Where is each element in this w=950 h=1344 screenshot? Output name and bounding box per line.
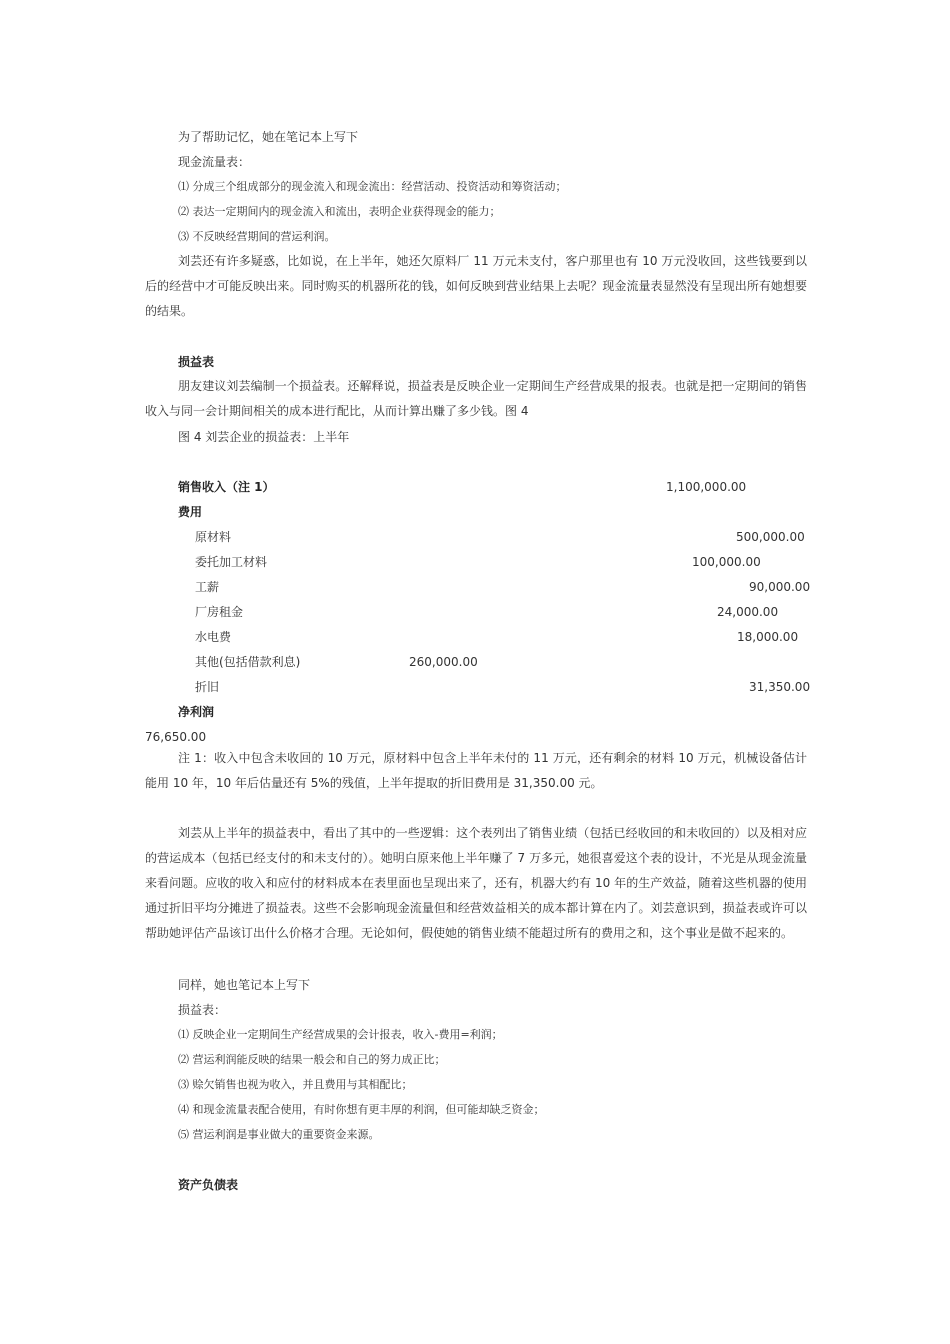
income-note-item-5: ⑸ 营运利润是事业做大的重要资金来源。 bbox=[178, 1128, 380, 1141]
expense-label: 厂房租金 bbox=[195, 605, 244, 619]
expense-label: 原材料 bbox=[195, 530, 232, 544]
revenue-label: 销售收入（注 1） bbox=[178, 480, 275, 494]
net-profit-label: 净利润 bbox=[178, 705, 215, 719]
expense-value: 18,000.00 bbox=[737, 630, 799, 644]
cashflow-note-item-2: ⑵ 表达一定期间内的现金流入和流出，表明企业获得现金的能力； bbox=[178, 205, 501, 218]
note-intro-line: 为了帮助记忆，她在笔记本上写下 bbox=[178, 130, 359, 144]
analysis-paragraph: 刘芸从上半年的损益表中，看出了其中的一些逻辑：这个表列出了销售业绩（包括已经收回的和未收回的）以及相对应的营运成本（包括已经支付的和未支付的）。她明白原来他上半年赚了 7 万多元，她很喜爱这个表的设计，不光是从现金流量来看问题。应收的收入和应付的材料成本在表里面也呈现出来了，还有，机器大约有 10 年的生产效益，随着这些机器的使用通过折旧平均分摊进了损益表。这些不会影响现金流量但和经营效益相关的成本都计算在内了。刘芸意识到，损益表或许可以帮助她评估产品该订出什么价格才合理。无论如何，假使她的销售业绩不能超过所有的费用之和，这个事业是做不起来的。 bbox=[145, 826, 807, 940]
income-note-item-3: ⑶ 赊欠销售也视为收入，并且费用与其相配比； bbox=[178, 1078, 413, 1091]
cashflow-notes-title: 现金流量表： bbox=[178, 155, 251, 169]
net-profit-value: 76,650.00 bbox=[145, 730, 207, 744]
expense-label: 其他(包括借款利息) bbox=[195, 655, 301, 669]
income-statement-intro: 朋友建议刘芸编制一个损益表。还解释说，损益表是反映企业一定期间生产经营成果的报表。也就是把一定期间的销售收入与同一会计期间相关的成本进行配比，从而计算出赚了多少钱。图 4 bbox=[145, 379, 807, 418]
expense-value: 100,000.00 bbox=[692, 555, 761, 569]
income-notes-title: 损益表： bbox=[178, 1003, 227, 1017]
income-note-item-1: ⑴ 反映企业一定期间生产经营成果的会计报表，收入-费用=利润； bbox=[178, 1028, 503, 1041]
note-again-line: 同样，她也笔记本上写下 bbox=[178, 978, 311, 992]
expense-value: 260,000.00 bbox=[409, 655, 478, 669]
balance-sheet-heading: 资产负债表 bbox=[178, 1178, 239, 1192]
expense-value: 500,000.00 bbox=[736, 530, 805, 544]
expense-label: 委托加工材料 bbox=[195, 555, 268, 569]
expense-label: 折旧 bbox=[195, 680, 220, 694]
expense-value: 90,000.00 bbox=[749, 580, 811, 594]
expense-label: 水电费 bbox=[195, 630, 232, 644]
expense-label: 工薪 bbox=[195, 580, 220, 594]
expense-value: 31,350.00 bbox=[749, 680, 811, 694]
doubts-paragraph: 刘芸还有许多疑惑，比如说，在上半年，她还欠原料厂 11 万元未支付，客户那里也有 10 万元没收回，这些钱要到以后的经营中才可能反映出来。同时购买的机器所花的钱，如何反映到营业结果上去呢？现金流量表显然没有呈现出所有她想要的结果。 bbox=[145, 254, 807, 318]
cashflow-note-item-1: ⑴ 分成三个组成部分的现金流入和现金流出：经营活动、投资活动和筹资活动； bbox=[178, 180, 567, 193]
income-note-item-4: ⑷ 和现金流量表配合使用，有时你想有更丰厚的利润，但可能却缺乏资金； bbox=[178, 1103, 545, 1116]
expenses-label: 费用 bbox=[178, 505, 203, 519]
statement-footnote: 注 1：收入中包含未收回的 10 万元，原材料中包含上半年未付的 11 万元，还有剩余的材料 10 万元，机械设备估计能用 10 年，10 年后估量还有 5%的残值，上半年提取的折旧费用是 31,350.00 元。 bbox=[145, 751, 807, 790]
income-statement-heading: 损益表 bbox=[178, 355, 215, 369]
expense-value: 24,000.00 bbox=[717, 605, 779, 619]
revenue-value: 1,100,000.00 bbox=[666, 480, 747, 494]
cashflow-note-item-3: ⑶ 不反映经营期间的营运利润。 bbox=[178, 230, 336, 243]
figure-caption: 图 4 刘芸企业的损益表：上半年 bbox=[178, 430, 350, 444]
income-note-item-2: ⑵ 营运利润能反映的结果一般会和自己的努力成正比； bbox=[178, 1053, 446, 1066]
